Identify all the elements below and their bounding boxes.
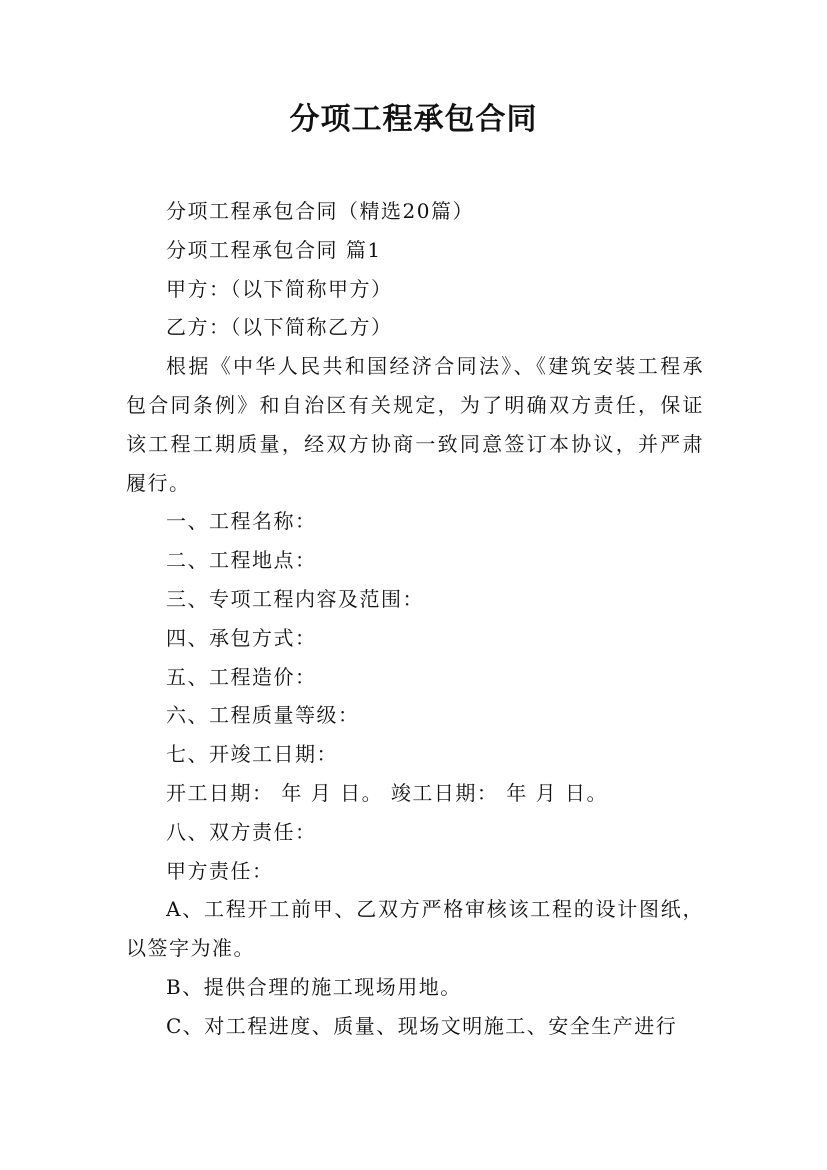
paragraph-project-cost: 五、工程造价：	[166, 664, 317, 689]
paragraph-item-b: B、提供合理的施工现场用地。	[166, 974, 462, 999]
paragraph-contract-method: 四、承包方式：	[166, 625, 317, 650]
paragraph-subtitle: 分项工程承包合同（精选20篇）	[166, 199, 474, 223]
document-body	[126, 192, 704, 1046]
paragraph-preamble: 根据《中华人民共和国经济合同法》、《建筑安装工程承包合同条例》和自治区有关规定，为了明确双方责任，保证该工程工期质量，经双方协商一致同意签订本协议，并严肃履行。	[126, 354, 704, 495]
paragraph-schedule-dates: 开工日期： 年 月 日。 竣工日期： 年 月 日。	[166, 780, 609, 805]
paragraph-schedule-heading: 七、开竣工日期：	[166, 742, 338, 767]
paragraph-item-a: A、工程开工前甲、乙双方严格审核该工程的设计图纸，以签字为准。	[126, 897, 704, 961]
paragraph-section-heading: 分项工程承包合同 篇1	[166, 237, 382, 262]
paragraph-party-b: 乙方：（以下简称乙方）	[166, 315, 393, 340]
paragraph-party-a: 甲方：（以下简称甲方）	[166, 276, 393, 301]
paragraph-project-location: 二、工程地点：	[166, 548, 317, 573]
paragraph-responsibilities-heading: 八、双方责任：	[166, 819, 317, 844]
paragraph-party-a-responsibilities: 甲方责任：	[166, 858, 274, 883]
paragraph-item-c: C、对工程进度、质量、现场文明施工、安全生产进行	[166, 1013, 678, 1038]
paragraph-quality-grade: 六、工程质量等级：	[166, 703, 360, 728]
paragraph-project-scope: 三、专项工程内容及范围：	[166, 586, 424, 611]
document-title: 分项工程承包合同	[289, 102, 538, 137]
paragraph-project-name: 一、工程名称：	[166, 509, 317, 534]
